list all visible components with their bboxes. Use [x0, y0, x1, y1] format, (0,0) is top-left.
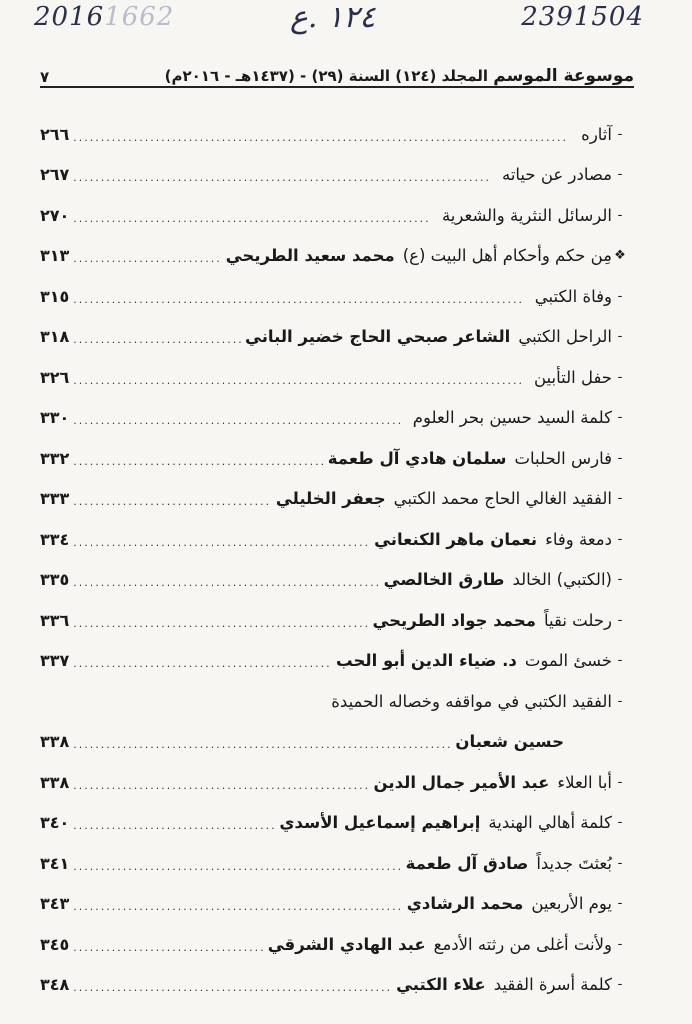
dash-bullet: - — [617, 126, 623, 142]
toc-entry-page: ٣٢٦ — [40, 367, 70, 387]
toc-entry-author: جعفر الخليلي — [275, 489, 386, 509]
toc-entry-page: ٣٣٣ — [40, 489, 70, 509]
toc-entry-title: الفقيد الكتبي في مواقفه وخصاله الحميدة — [331, 691, 612, 711]
toc-entry — [40, 600, 628, 641]
handwritten-accession-number: 2391504 — [521, 2, 644, 32]
toc-entry-title: الفقيد الغالي الحاج محمد الكتبي — [393, 489, 612, 509]
toc-entry-title: فارس الحلبات — [514, 448, 612, 468]
dash-bullet: - — [617, 855, 623, 871]
toc-entry-page: ٢٦٦ — [40, 124, 70, 144]
dot-leader — [73, 455, 324, 468]
toc-entry-page: ٣٤٨ — [40, 975, 70, 995]
dot-leader — [73, 657, 332, 670]
toc-entry-page: ٣٣٠ — [40, 408, 70, 428]
toc-entry-author: طارق الخالصي — [383, 570, 505, 590]
toc-entry-author: د. ضياء الدين أبو الحب — [336, 651, 517, 671]
toc-entry-page: ٣٤٠ — [40, 813, 70, 833]
dot-leader — [73, 374, 522, 387]
dash-bullet: - — [617, 572, 623, 588]
toc-entry-page: ٣٣٧ — [40, 651, 70, 671]
toc-entry-page: ٣٤٣ — [40, 894, 70, 914]
dot-leader — [73, 981, 392, 994]
dot-leader — [73, 941, 263, 954]
toc-entry-title: حفل التأبين — [533, 367, 612, 387]
dash-bullet: - — [617, 531, 623, 547]
toc-entry-page: ٢٧٠ — [40, 205, 70, 225]
journal-name: موسوعة الموسم — [493, 66, 634, 86]
toc-entry — [40, 276, 628, 317]
toc-entry-title: مصادر عن حياته — [501, 165, 612, 185]
toc-entry — [40, 155, 628, 196]
journal-details: المجلد (١٢٤) السنة (٢٩) - (١٤٣٧هـ - ٢٠١٦م) — [164, 67, 489, 85]
toc-entry — [40, 560, 628, 601]
dash-bullet: - — [617, 369, 623, 385]
dash-bullet: - — [617, 329, 623, 345]
toc-entry — [40, 317, 628, 358]
toc-entry — [40, 722, 628, 763]
dash-bullet: - — [617, 896, 623, 912]
dot-leader — [73, 131, 569, 144]
header-title — [165, 66, 634, 86]
toc-entry — [40, 843, 628, 884]
toc-entry-page: ٣٣٥ — [40, 570, 70, 590]
toc-entry-page: ٢٦٧ — [40, 165, 70, 185]
dot-leader — [73, 779, 369, 792]
toc-entry-title: الرسائل النثرية والشعرية — [441, 205, 612, 225]
toc-entry — [40, 924, 628, 965]
toc-entry — [40, 641, 628, 682]
dash-bullet: - — [617, 977, 623, 993]
toc-entry-author: محمد سعيد الطريحي — [225, 246, 395, 266]
dot-leader — [73, 860, 401, 873]
toc-entry-author: عبد الأمير جمال الدين — [373, 772, 550, 792]
handwritten-year: 20161662 — [34, 2, 175, 32]
toc-entry-author: عبد الهادي الشرقي — [267, 934, 426, 954]
dash-bullet: - — [617, 207, 623, 223]
toc-entry — [40, 681, 628, 722]
toc-entry-page: ٣٣٦ — [40, 610, 70, 630]
toc-entry-author: حسين شعبان — [455, 732, 564, 752]
page-header — [40, 56, 634, 88]
toc-entry-author: سلمان هادي آل طعمة — [327, 448, 507, 468]
dot-leader — [73, 414, 400, 427]
handwritten-faint-number: 1662 — [104, 2, 175, 32]
toc-entry — [40, 762, 628, 803]
dot-leader — [73, 171, 490, 184]
toc-entry-title: مِن حكم وأحكام أهل البيت (ع) — [402, 246, 612, 266]
dot-leader — [73, 333, 241, 346]
toc-entry-title: أبا العلاء — [557, 772, 612, 792]
toc-entry-title: رحلت نقياً — [543, 610, 612, 630]
toc-entry — [40, 236, 628, 277]
toc-entry — [40, 519, 628, 560]
toc-entry-author: محمد جواد الطريحي — [372, 610, 536, 630]
dot-leader — [73, 252, 221, 265]
dash-bullet: - — [617, 653, 623, 669]
toc-entry-title: دمعة وفاء — [545, 529, 612, 549]
toc-entry-page: ٣٣٨ — [40, 732, 70, 752]
dash-bullet: - — [617, 450, 623, 466]
toc-entry-page: ٣٤٥ — [40, 934, 70, 954]
dash-bullet: - — [617, 167, 623, 183]
toc-entry-title: بُعثتَ جديداً — [536, 853, 612, 873]
toc-entry-page: ٣٣٤ — [40, 529, 70, 549]
dot-leader — [73, 900, 402, 913]
toc-entry — [40, 479, 628, 520]
toc-entry — [40, 884, 628, 925]
toc-entry-page: ٣١٨ — [40, 327, 70, 347]
dot-leader — [73, 212, 430, 225]
toc-entry-author: صادق آل طعمة — [405, 853, 529, 873]
toc-entry-page: ٣١٥ — [40, 286, 70, 306]
toc-entry — [40, 195, 628, 236]
toc-entry — [40, 438, 628, 479]
toc-entry-title: وفاة الكتبي — [534, 286, 612, 306]
toc-entry-page: ٣٣٨ — [40, 772, 70, 792]
toc-entry-author: إبراهيم إسماعيل الأسدي — [279, 813, 481, 833]
dash-bullet: - — [617, 693, 623, 709]
toc-entry-title: خسئ الموت — [524, 651, 612, 671]
diamond-bullet-icon: ❖ — [614, 248, 626, 264]
toc-entry-title: كلمة أهالي الهندية — [488, 813, 612, 833]
dot-leader — [73, 617, 368, 630]
toc-entry-author: علاء الكتبي — [396, 975, 486, 995]
toc-entry — [40, 803, 628, 844]
toc-entry — [40, 114, 628, 155]
toc-entry — [40, 357, 628, 398]
toc-entry-page: ٣٣٢ — [40, 448, 70, 468]
dash-bullet: - — [617, 774, 623, 790]
dot-leader — [73, 738, 451, 751]
dash-bullet: - — [617, 491, 623, 507]
toc-entry-page: ٣١٣ — [40, 246, 70, 266]
dash-bullet: - — [617, 288, 623, 304]
page-number: ٧ — [40, 68, 50, 86]
dot-leader — [73, 819, 275, 832]
toc-entry-title: آثاره — [581, 124, 612, 144]
toc-entry-title: يوم الأربعين — [531, 894, 612, 914]
toc-entry-title: ولأنت أغلى من رثته الأدمع — [433, 934, 612, 954]
dot-leader — [73, 576, 379, 589]
dot-leader — [73, 293, 522, 306]
toc-entry-title: الراحل الكتبي — [518, 327, 612, 347]
toc-entry-author: محمد الرشادي — [406, 894, 524, 914]
dash-bullet: - — [617, 815, 623, 831]
toc-entry — [40, 965, 628, 1006]
dot-leader — [73, 536, 370, 549]
toc-entry-title: كلمة أسرة الفقيد — [493, 975, 612, 995]
toc-entry-author: نعمان ماهر الكنعاني — [374, 529, 538, 549]
toc-entry-title: (الكتبي) الخالد — [512, 570, 612, 590]
toc-entry-page: ٣٤١ — [40, 853, 70, 873]
toc-entry-title: كلمة السيد حسين بحر العلوم — [412, 408, 612, 428]
dash-bullet: - — [617, 410, 623, 426]
handwritten-volume: ١٢٤ .ع — [290, 0, 376, 35]
dash-bullet: - — [617, 936, 623, 952]
toc-entry-author: الشاعر صبحي الحاج خضير الباني — [245, 327, 511, 347]
dash-bullet: - — [617, 612, 623, 628]
toc-entry — [40, 398, 628, 439]
dot-leader — [73, 495, 272, 508]
table-of-contents — [40, 114, 628, 1005]
